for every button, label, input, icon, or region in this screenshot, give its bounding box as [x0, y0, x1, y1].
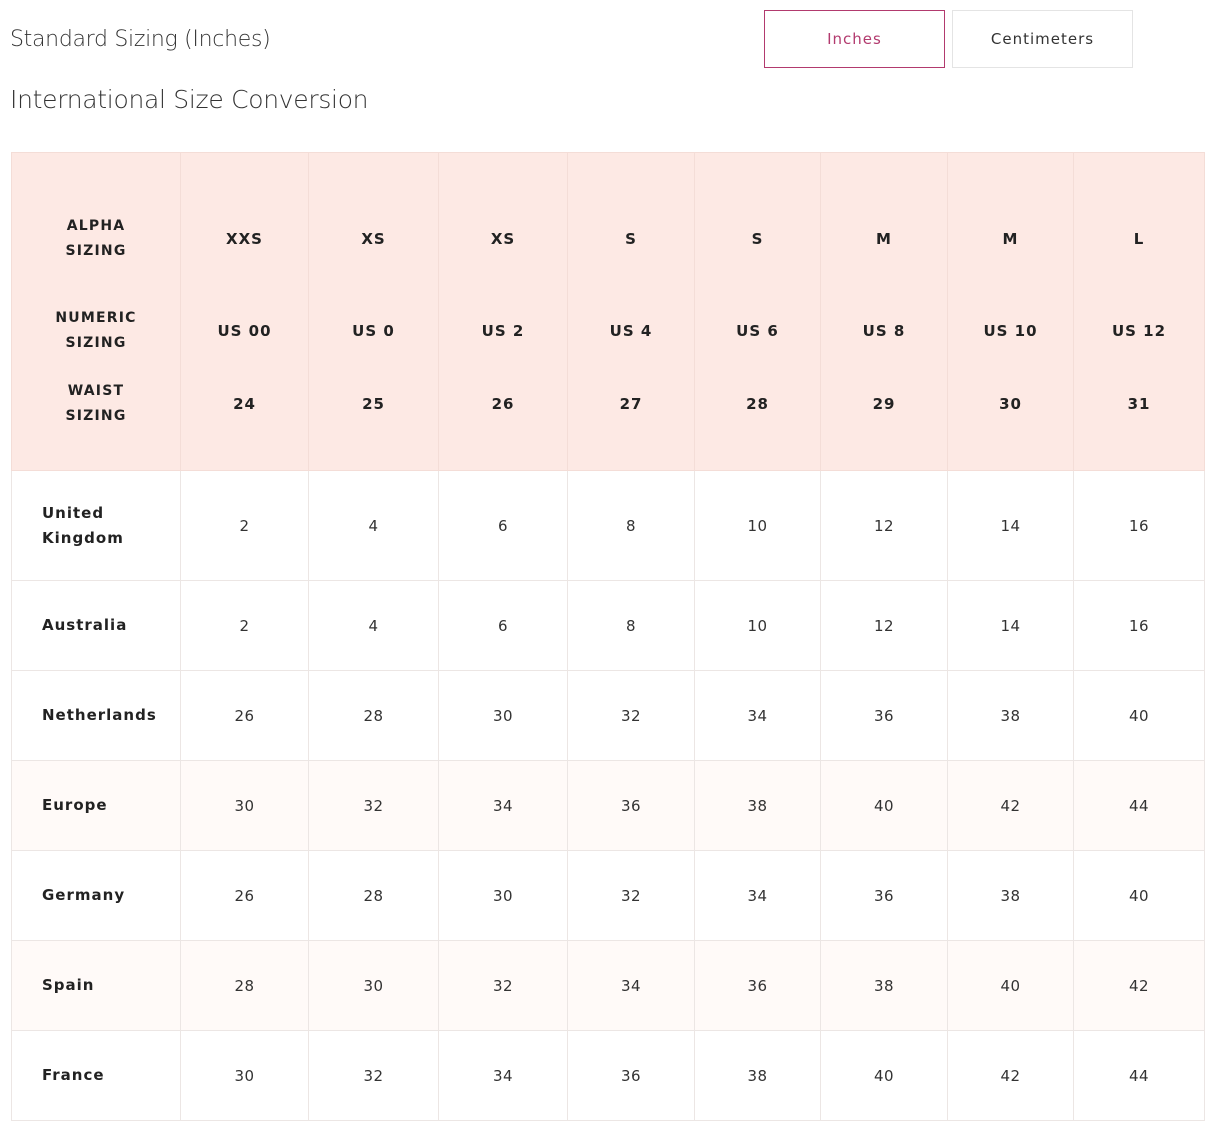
- header-row: [12, 294, 1205, 367]
- size-cell: 10: [695, 471, 821, 581]
- country-cell: [12, 761, 181, 851]
- country-name: Netherlands: [42, 706, 157, 724]
- header-cell: US 10: [948, 294, 1074, 367]
- header-cell: 27: [568, 367, 695, 471]
- header-cell: 30: [948, 367, 1074, 471]
- size-cell: 40: [821, 761, 948, 851]
- header-cell: XXS: [181, 153, 309, 295]
- size-cell: 8: [568, 471, 695, 581]
- header-cell: XS: [439, 153, 568, 295]
- size-cell: 28: [309, 851, 439, 941]
- size-conversion-table: [11, 152, 1205, 1121]
- header-cell: US 0: [309, 294, 439, 367]
- size-cell: 38: [948, 671, 1074, 761]
- size-cell: 36: [695, 941, 821, 1031]
- size-conversion-table-container: [11, 152, 1204, 1085]
- size-cell: 30: [439, 671, 568, 761]
- size-cell: 44: [1074, 1031, 1205, 1121]
- size-cell: 36: [568, 1031, 695, 1121]
- inches-button[interactable]: Inches: [764, 10, 945, 68]
- size-table-body: [12, 471, 1205, 1121]
- size-cell: 32: [309, 1031, 439, 1121]
- header-row-label: [12, 294, 181, 367]
- country-name: Germany: [42, 886, 126, 904]
- size-cell: 38: [695, 761, 821, 851]
- header-cell: 24: [181, 367, 309, 471]
- size-cell: 34: [695, 851, 821, 941]
- table-row: [12, 581, 1205, 671]
- header-cell: M: [948, 153, 1074, 295]
- size-cell: 34: [568, 941, 695, 1031]
- header-cell: 26: [439, 367, 568, 471]
- size-cell: 38: [948, 851, 1074, 941]
- country-name: France: [42, 1066, 105, 1084]
- size-cell: 44: [1074, 761, 1205, 851]
- country-cell: [12, 851, 181, 941]
- size-cell: 32: [568, 851, 695, 941]
- country-cell: [12, 671, 181, 761]
- header-row-label: [12, 153, 181, 295]
- header-cell: 28: [695, 367, 821, 471]
- header-cell: US 6: [695, 294, 821, 367]
- size-cell: 26: [181, 851, 309, 941]
- size-cell: 34: [439, 761, 568, 851]
- size-cell: 40: [821, 1031, 948, 1121]
- size-cell: 2: [181, 471, 309, 581]
- size-cell: 14: [948, 471, 1074, 581]
- size-cell: 42: [948, 1031, 1074, 1121]
- size-cell: 30: [181, 761, 309, 851]
- header-cell: 29: [821, 367, 948, 471]
- size-cell: 28: [181, 941, 309, 1031]
- size-cell: 14: [948, 581, 1074, 671]
- centimeters-button[interactable]: Centimeters: [952, 10, 1133, 68]
- size-cell: 34: [439, 1031, 568, 1121]
- header-row: [12, 367, 1205, 471]
- header-cell: 25: [309, 367, 439, 471]
- size-cell: 4: [309, 471, 439, 581]
- size-cell: 30: [439, 851, 568, 941]
- size-cell: 6: [439, 471, 568, 581]
- table-row: [12, 761, 1205, 851]
- table-row: [12, 851, 1205, 941]
- table-row: [12, 1031, 1205, 1121]
- size-cell: 8: [568, 581, 695, 671]
- table-row: [12, 471, 1205, 581]
- size-cell: 34: [695, 671, 821, 761]
- country-cell: [12, 471, 181, 581]
- country-name: Spain: [42, 976, 95, 994]
- header-row-label: [12, 367, 181, 471]
- table-row: [12, 941, 1205, 1031]
- size-cell: 32: [309, 761, 439, 851]
- size-cell: 40: [1074, 671, 1205, 761]
- header-cell: US 2: [439, 294, 568, 367]
- size-cell: 16: [1074, 581, 1205, 671]
- size-table-header: [12, 153, 1205, 471]
- header-cell: S: [695, 153, 821, 295]
- size-cell: 12: [821, 581, 948, 671]
- size-cell: 32: [568, 671, 695, 761]
- header-cell: US 8: [821, 294, 948, 367]
- table-row: [12, 671, 1205, 761]
- size-cell: 16: [1074, 471, 1205, 581]
- size-cell: 38: [821, 941, 948, 1031]
- country-cell: [12, 941, 181, 1031]
- size-cell: 40: [1074, 851, 1205, 941]
- header-row-label-text: ALPHA SIZING: [65, 217, 127, 259]
- header-cell: 31: [1074, 367, 1205, 471]
- size-cell: 40: [948, 941, 1074, 1031]
- size-cell: 30: [309, 941, 439, 1031]
- country-cell: [12, 581, 181, 671]
- size-cell: 6: [439, 581, 568, 671]
- size-cell: 12: [821, 471, 948, 581]
- size-cell: 30: [181, 1031, 309, 1121]
- standard-sizing-title: Standard Sizing (Inches): [10, 27, 271, 52]
- size-cell: 42: [948, 761, 1074, 851]
- country-name: United Kingdom: [42, 503, 124, 547]
- header-cell: XS: [309, 153, 439, 295]
- size-cell: 28: [309, 671, 439, 761]
- size-cell: 10: [695, 581, 821, 671]
- size-cell: 42: [1074, 941, 1205, 1031]
- size-cell: 36: [821, 671, 948, 761]
- size-cell: 4: [309, 581, 439, 671]
- header-cell: L: [1074, 153, 1205, 295]
- header-row-label-text: NUMERIC SIZING: [55, 309, 137, 351]
- header-cell: US 00: [181, 294, 309, 367]
- international-size-conversion-title: International Size Conversion: [10, 85, 369, 114]
- header-row-label-text: WAIST SIZING: [65, 382, 127, 424]
- header-cell: US 4: [568, 294, 695, 367]
- size-cell: 38: [695, 1031, 821, 1121]
- header-cell: S: [568, 153, 695, 295]
- header-cell: M: [821, 153, 948, 295]
- size-cell: 36: [821, 851, 948, 941]
- country-name: Europe: [42, 796, 108, 814]
- country-name: Australia: [42, 616, 128, 634]
- size-cell: 2: [181, 581, 309, 671]
- size-cell: 36: [568, 761, 695, 851]
- country-cell: [12, 1031, 181, 1121]
- size-cell: 26: [181, 671, 309, 761]
- header-cell: US 12: [1074, 294, 1205, 367]
- header-row: [12, 153, 1205, 295]
- size-cell: 32: [439, 941, 568, 1031]
